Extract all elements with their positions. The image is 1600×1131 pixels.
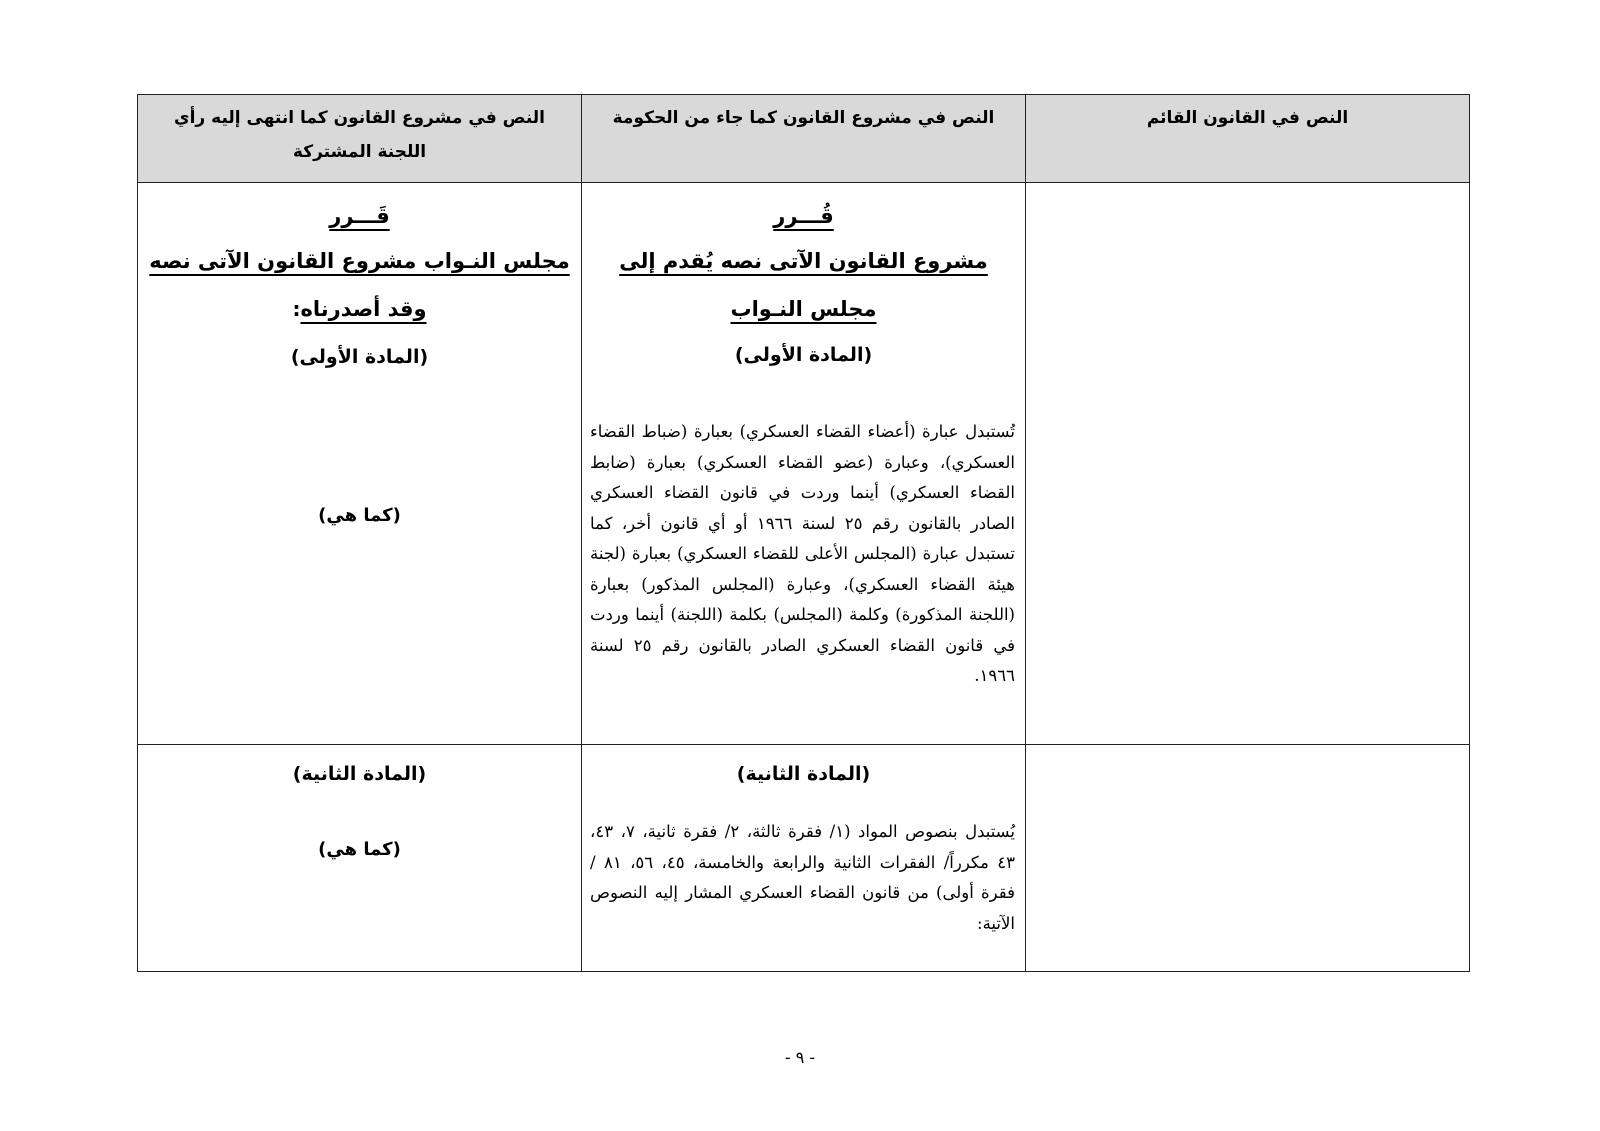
gov-article2-title: (المادة الثانية) (736, 763, 871, 785)
gov-line1: مشروع القانون الآتى نصه يُقدم إلى (619, 249, 988, 273)
committee-as-is-1: (كما هي) (318, 505, 401, 526)
committee-line2-suffix: : (292, 297, 301, 321)
cell-existing-1 (1026, 183, 1470, 745)
cell-committee-1 (138, 183, 582, 745)
header-existing-law: النص في القانون القائم (1026, 95, 1470, 183)
committee-line2: وقد أصدرناه (300, 297, 427, 321)
gov-decree: قُـــرر (773, 204, 834, 228)
cell-existing-2 (1026, 745, 1470, 972)
page-number: - ٩ - (784, 1048, 816, 1067)
committee-line2-wrap (138, 285, 581, 335)
cell-committee-2 (138, 745, 582, 972)
committee-article2-title: (المادة الثانية) (292, 763, 427, 785)
gov-article1-title: (المادة الأولى) (734, 344, 873, 366)
cell-government-1 (582, 183, 1026, 745)
gov-article2-text: يُستبدل بنصوص المواد (١/ فقرة ثالثة، ٢/ فقرة ثانية، ٧، ٤٣، ٤٣ مكرراً/ الفقرات الثانية والرابعة والخامسة، ٤٥، ٥٦، ٨١ / فقرة أولى) من قانون القضاء العسكري المشار إليه النصوص الآتية: (590, 822, 1016, 933)
committee-decree: قَـــرر (329, 204, 390, 228)
committee-as-is-2: (كما هي) (318, 839, 401, 860)
committee-article1-title: (المادة الأولى) (290, 346, 429, 368)
committee-line1: مجلس النـواب مشروع القانون الآتى نصه (149, 249, 570, 273)
cell-government-2 (582, 745, 1026, 972)
gov-article1-text: تُستبدل عبارة (أعضاء القضاء العسكري) بعبارة (ضباط القضاء العسكري)، وعبارة (عضو القضاء العسكري) بعبارة (ضابط القضاء العسكري) أينما وردت في قانون القضاء العسكري الصادر بالقانون رقم ٢٥ لسنة ١٩٦٦ أو أي قانون أخر، كما تستبدل عبارة (المجلس الأعلى للقضاء العسكري) بعبارة (لجنة هيئة القضاء العسكري)، وعبارة (المجلس المذكور) بعبارة (اللجنة المذكورة) وكلمة (المجلس) بكلمة (اللجنة) أينما وردت في قانون القضاء العسكري الصادر بالقانون رقم ٢٥ لسنة ١٩٦٦. (590, 422, 1016, 685)
gov-line2: مجلس النـواب (730, 297, 877, 321)
header-committee-text: النص في مشروع القانون كما انتهى إليه رأي اللجنة المشتركة (174, 108, 545, 162)
header-committee-draft (138, 95, 582, 183)
comparison-table (137, 94, 1470, 972)
header-government-draft: النص في مشروع القانون كما جاء من الحكومة (582, 95, 1026, 183)
row-article-2 (138, 745, 1470, 972)
row-article-1 (138, 183, 1470, 745)
header-row (138, 95, 1470, 183)
